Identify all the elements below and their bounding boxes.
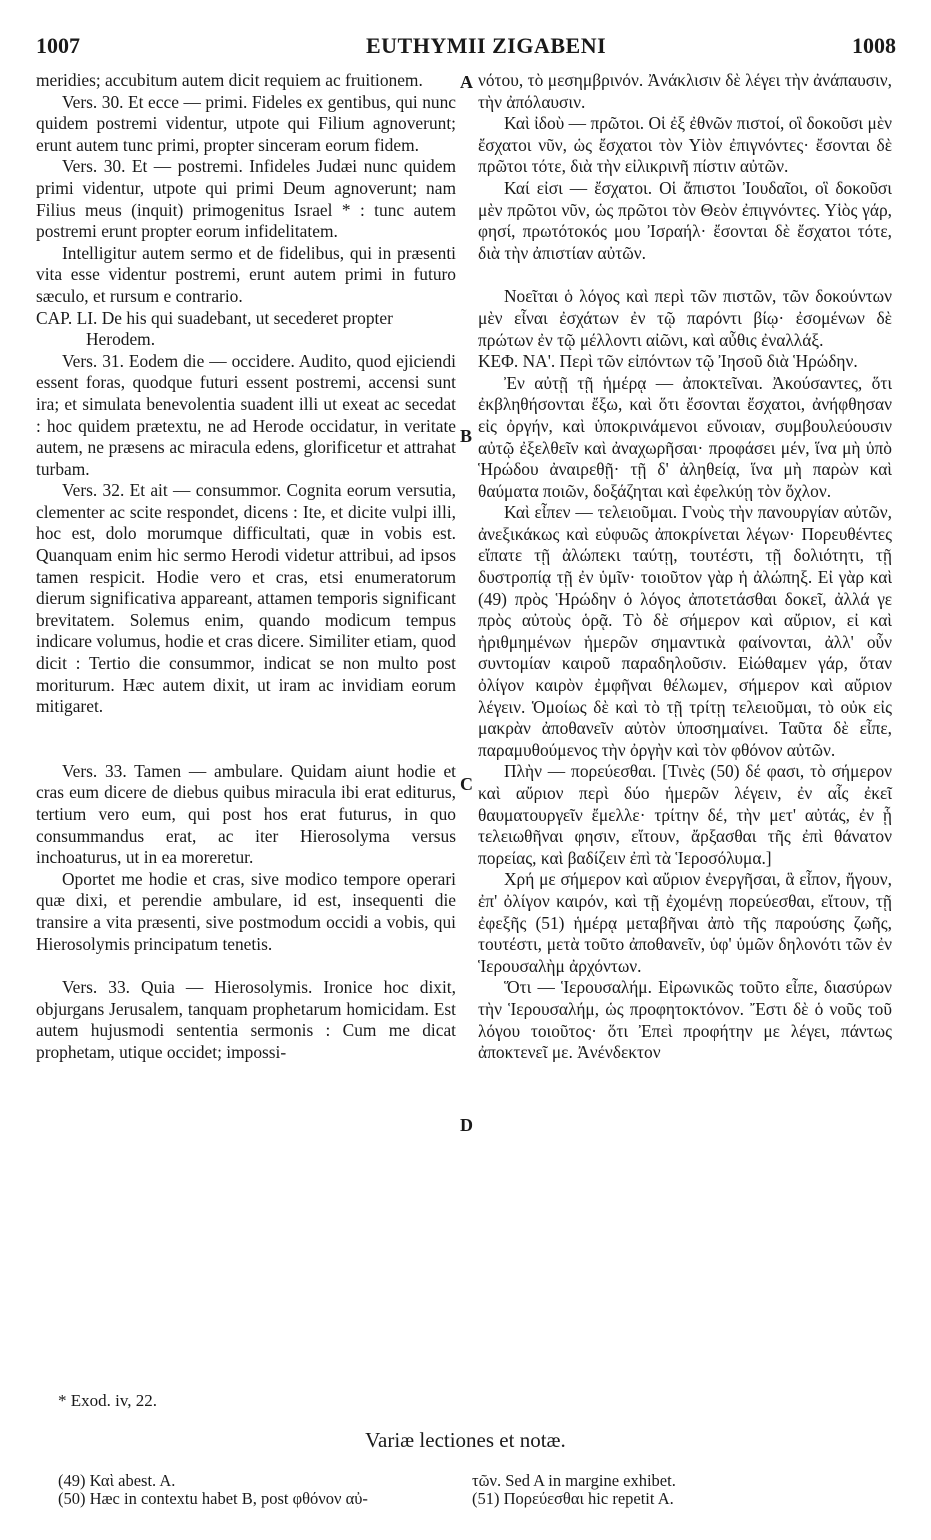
margin-marker-c: C bbox=[460, 774, 473, 794]
latin-para: Intelligitur autem sermo et de fidelibus, qui in præsenti vita esse videntur postremi, erunt autem primi in futuro sæculo, et rursum e contrario. bbox=[36, 242, 456, 306]
running-title: EUTHYMII ZIGABENI bbox=[366, 33, 607, 58]
margin-marker-d: D bbox=[460, 1115, 473, 1135]
greek-para: Καί εἰσι — ἔσχατοι. Οἱ ἄπιστοι Ἰουδαῖοι, οἳ δοκοῦσι μὲν πρῶτοι νῦν, ὡς πρῶτοι τὸν Θεὸν ἐπιγνόντες. Υἱὸς γάρ, φησί, πρωτότοκός μου Ἰσραήλ· ἔσονται δὲ ἔσχατοι τότε, διὰ τὴν ἀπιστίαν αὐτῶν. bbox=[478, 177, 892, 263]
latin-column bbox=[36, 70, 456, 1064]
greek-para: Πλὴν — πορεύεσθαι. [Τινὲς (50) δέ φασι, τὸ σήμερον καὶ αὔριον περὶ δύο ἡμερῶν λέγειν, ἐν αἷς ἐκεῖ θαυματουργεῖν ἔμελλε· τρίτην δέ, τὴν μετ' αὐτάς, ἐν ᾗ τελειωθῆναι φησιν, εἴτουν, ἄρξασθαι τῆς ἐπὶ θάνατον πορείας, καὶ βαδίζειν ἐπὶ τὰ Ἱεροσόλυμα.] bbox=[478, 761, 892, 868]
margin-marker-a: A bbox=[460, 72, 473, 92]
latin-para: Vers. 33. Quia — Hierosolymis. Ironice hoc dixit, objurgans Jerusalem, tanquam prophetarum homicidam. Est autem hujusmodi sententia sermonis : Cum me dicat prophetam, utique occidet; impossi- bbox=[36, 977, 456, 1062]
greek-para: Χρή με σήμερον καὶ αὔριον ἐνεργῆσαι, ἃ εἶπον, ἤγουν, ἐπ' ὀλίγον καιρόν, καὶ τῇ ἐχομένῃ πορεύεσθαι, εἴτουν, τῇ ἐφεξῆς (51) ἡμέρᾳ μεταβῆναι ἀπὸ τῆς παρούσης ζωῆς, τουτέστι, μετὰ τοῦτο ἀποθανεῖν, ὑφ' ὑμῶν δηλονότι τῶν ἐν Ἱερουσαλὴμ ἀρχόντων. bbox=[478, 869, 892, 976]
chapter-heading-greek: ΚΕΦ. ΝΑ'. Περὶ τῶν εἰπόντων τῷ Ἰησοῦ διὰ Ἡρώδην. bbox=[478, 351, 858, 372]
latin-para: Vers. 30. Et ecce — primi. Fideles ex gentibus, qui nunc quidem postremi videntur, utpote qui Filium agnoverunt; erunt autem tunc primi, propter sinceram eorum fidem. bbox=[36, 91, 456, 155]
variant-note: (51) Πορεύεσθαι hic repetit A. bbox=[472, 1489, 674, 1508]
chapter-heading-latin: CAP. LI. De his qui suadebant, ut secederet propter Herodem. bbox=[36, 307, 393, 350]
greek-para: Καὶ εἶπεν — τελειοῦμαι. Γνοὺς τὴν πανουργίαν αὐτῶν, ἀνεξικάκως καὶ εὐφυῶς ἀποκρίνεται λέγων· Πορευθέντες εἴπατε τῇ ἀλώπεκι ταύτῃ, τουτέστι, τῇ δολιότητι, τῇ δυστροπίᾳ τῇ ἐν ὑμῖν· τοιοῦτον γὰρ ἡ ἀλώπηξ. Εἰ γὰρ καὶ (49) πρὸς Ἡρώδην ὁ λόγος ἀποτετάσθαι δοκεῖ, ἀλλά γε πρὸς αὐτοὺς ὁρᾷ. Τὸ δὲ σήμερον καὶ αὔριον, εἰ καὶ ἠριθμημένων ἡμερῶν σημαντικὰ φαίνονται, ἀλλ' οὖν συντομίαν καιροῦ παραδηλοῦσιν. Εἰώθαμεν γάρ, ὅταν ὀλίγον καιρὸν ἐμφῆναι θέλωμεν, σήμερον καὶ αὔριον λέγειν. Ὁμοίως δὲ καὶ τὸ τῇ τρίτῃ τελειοῦμαι, τὸ οὐκ εἰς μακρὰν ἀποθανεῖν αὐτὸν ὑποσημαίνει. Ταῦτα δὲ εἶπε, παραμυθούμενος τὴν ὀργὴν καὶ τὸν φθόνον αὐτῶν. bbox=[478, 502, 892, 760]
greek-para: Ὅτι — Ἱερουσαλήμ. Εἰρωνικῶς τοῦτο εἶπε, διασύρων τὴν Ἱερουσαλήμ, ὡς προφητοκτόνον. Ἔστι δὲ ὁ νοῦς τοῦ λόγου τοιοῦτος· ὅτι Ἐπεὶ προφήτην με λέγει, πάντως ἀποκτενεῖ με. Ἀνένδεκτον bbox=[478, 977, 892, 1063]
page-number-left: 1007 bbox=[36, 33, 80, 58]
greek-para: Ἐν αὐτῇ τῇ ἡμέρᾳ — ἀποκτεῖναι. Ἀκούσαντες, ὅτι ἐκβληθήσονται ἔξω, καὶ ὅτι ἔσονται ἔσχατοι, ἀνήφθησαν εἰς ὀργήν, καὶ ὑποκρινάμενοι εὔνοιαν, συμβουλεύουσιν αὐτῷ ἐξελθεῖν καὶ ἀναχωρῆσαι· προφάσει μέν, ἵνα μὴ ὑπὸ Ἡρώδου ἀναιρεθῇ· τῇ δ' ἀληθείᾳ, ἵνα μὴ παρὼν καὶ θαύματα ποιῶν, δοξάζηται καὶ ἐφελκύῃ τὸν ὄχλον. bbox=[478, 372, 892, 501]
margin-marker-b: B bbox=[460, 426, 473, 446]
greek-para: Καὶ ἰδοὺ — πρῶτοι. Οἱ ἐξ ἐθνῶν πιστοί, οἳ δοκοῦσι μὲν ἔσχατοι νῦν, ὡς ἔσχατοι τὸν Υἱὸν ἐπιγνόντες· ἔσονται δὲ πρῶτοι τότε, διὰ τὴν εἰλικρινῆ πίστιν αὐτῶν. bbox=[478, 113, 892, 177]
latin-para: Vers. 33. Tamen — ambulare. Quidam aiunt hodie et cras eum dicere de diebus quibus miracula ibi erat editurus, tertium vero eum, qui post hos erat futurus, in quo consummandus erat, ac iter Hierosolyma versus inchoaturus, ut in ea moreretur. bbox=[36, 760, 456, 868]
variant-note: τῶν. Sed A in margine exhibet. bbox=[472, 1471, 676, 1490]
variae-left bbox=[58, 1472, 458, 1508]
latin-para: Vers. 32. Et ait — consummor. Cognita eorum versutia, clementer ac scite respondet, dicens : Ite, et dicite vulpi illi, hoc est, dolo morumque difficultati, quæ in vobis est. Quanquam enim hic sermo Herodi videtur attribui, ad ipsos tamen respicit. Hodie vero et cras, etsi enumeratorum dierum significativa appareant, attamen temporis significant brevitatem. Solemus enim, quando modicum tempus indicare volumus, hodie et cras dicere. Similiter etiam, quod dicit : Tertio die consummor, indicat se non multo post moriturum. Hæc autem dixit, ut iram ac invidiam eorum mitigaret. bbox=[36, 480, 456, 717]
variant-note: (49) Καὶ abest. A. bbox=[58, 1471, 176, 1490]
greek-para: νότου, τὸ μεσημβρινόν. Ἀνάκλισιν δὲ λέγει τὴν ἀνάπαυσιν, τὴν ἀπόλαυσιν. bbox=[478, 70, 892, 112]
footnote: * Exod. iv, 22. bbox=[58, 1391, 158, 1410]
variae-lectiones-title: Variæ lectiones et notæ. bbox=[365, 1428, 566, 1452]
latin-para: meridies; accubitum autem dicit requiem ac fruitionem. bbox=[36, 70, 423, 90]
greek-column bbox=[478, 70, 892, 1064]
latin-para: Vers. 30. Et — postremi. Infideles Judæi nunc quidem primi videntur, utpote qui primi Deum agnoverunt; nam Filius meus (inquit) primogenitus Israel * : tunc autem postremi erunt propter eorum infidelitatem. bbox=[36, 156, 456, 242]
latin-para: Vers. 31. Eodem die — occidere. Audito, quod ejiciendi essent foras, quodque futuri essent postremi, accensi sunt ira; et simulata benevolentia suadent illi ut exeat ac secedat : hoc quidem prætextu, ne ad Herode occidatur, in veritate autem, ne præsens ac miracula edens, glorificetur et attrahat turbam. bbox=[36, 350, 456, 479]
running-header bbox=[0, 32, 931, 62]
variae-right bbox=[472, 1472, 892, 1508]
page-number-right: 1008 bbox=[852, 33, 896, 58]
greek-para: Νοεῖται ὁ λόγος καὶ περὶ τῶν πιστῶν, τῶν δοκούντων μὲν εἶναι ἐσχάτων ἐν τῷ παρόντι βίῳ· ἐσομένων δὲ πρώτων ἐν τῷ μέλλοντι αἰῶνι, καὶ αὖθις ἐναλλάξ. bbox=[478, 286, 892, 350]
latin-para: Oportet me hodie et cras, sive modico tempore operari quæ dixi, et perendie ambulare, id est, insequenti die transire a vita præsenti, sive postmodum occidi a vobis, qui Hierosolymis principatum tenetis. bbox=[36, 868, 456, 954]
variant-note: (50) Hæc in contextu habet B, post φθόνον αὐ- bbox=[58, 1489, 368, 1508]
